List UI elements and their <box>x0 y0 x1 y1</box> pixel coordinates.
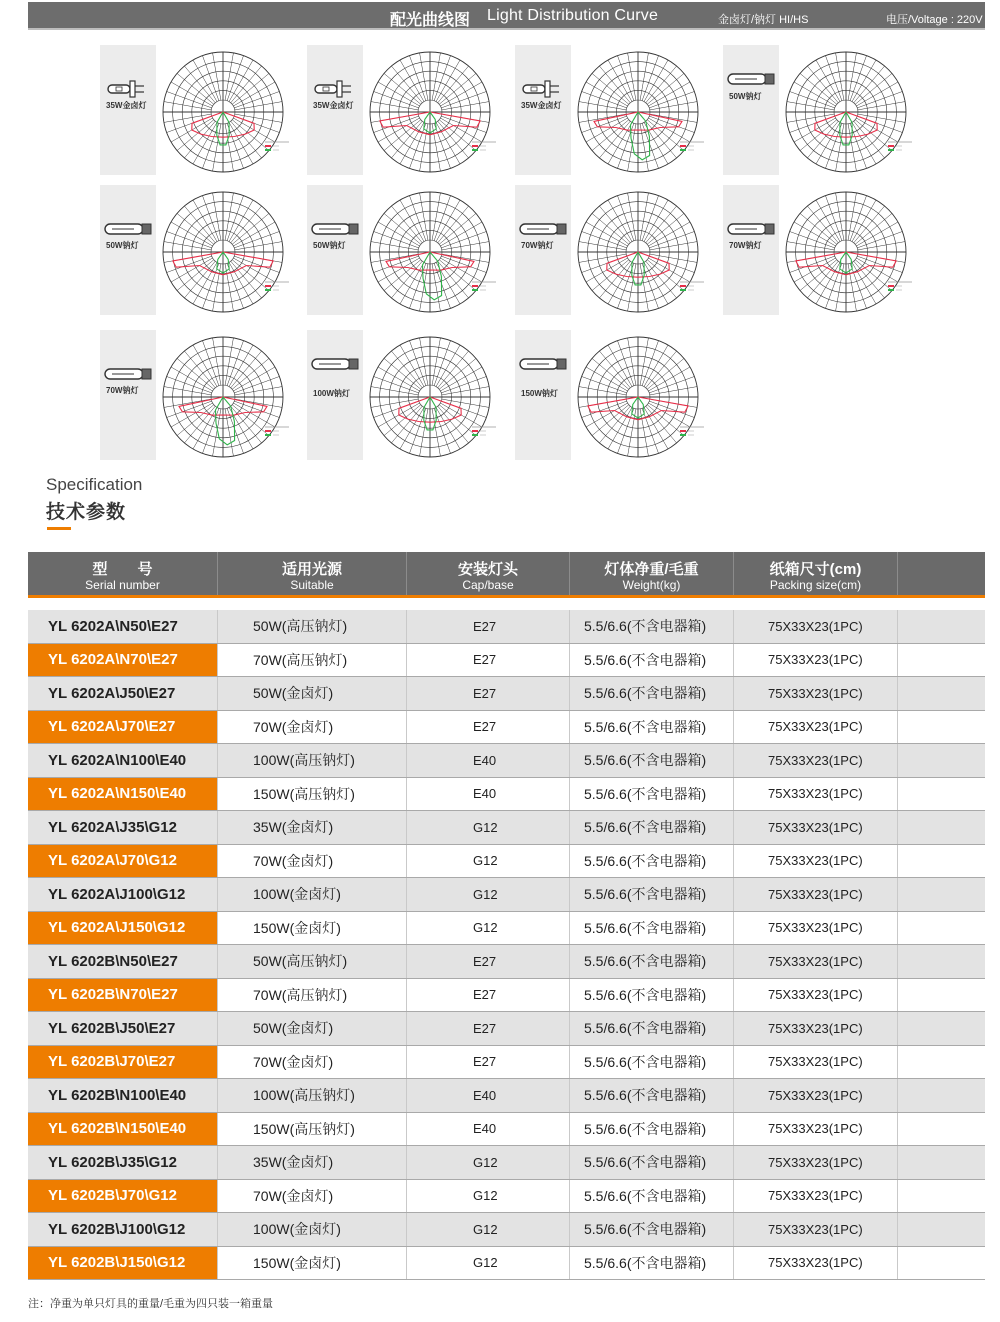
diagram-panel <box>100 45 310 177</box>
table-row <box>28 1180 985 1214</box>
polar-spoke <box>420 264 428 311</box>
polar-spoke <box>579 387 626 395</box>
cap-cell: E27 <box>407 945 570 978</box>
cap-cell: G12 <box>407 811 570 844</box>
col-header-cap-cn: 安装灯头 <box>457 561 518 578</box>
extra-cell <box>898 1146 985 1179</box>
col-header-weight-en: Weight(kg) <box>622 578 681 592</box>
table-row <box>28 1079 985 1113</box>
cap-cell: G12 <box>407 1180 570 1213</box>
model-cell: YL 6202B\J150\G12 <box>28 1247 218 1280</box>
polar-spoke <box>787 242 834 250</box>
col-header-serial <box>28 552 218 595</box>
polar-spoke <box>235 242 282 250</box>
lamp-label: 50W钠灯 <box>729 92 762 101</box>
cap-cell: E27 <box>407 1012 570 1045</box>
polar-spoke <box>235 399 282 407</box>
extra-cell <box>898 1012 985 1045</box>
packing-cell: 75X33X23(1PC) <box>734 845 898 878</box>
table-row <box>28 1146 985 1180</box>
polar-spoke <box>235 114 282 122</box>
curve-legend <box>680 425 720 439</box>
model-cell: YL 6202B\N100\E40 <box>28 1079 218 1112</box>
polar-spoke <box>848 193 856 240</box>
weight-cell: 5.5/6.6(不含电器箱) <box>570 744 734 777</box>
table-row <box>28 677 985 711</box>
polar-spoke <box>371 254 418 262</box>
lamp-label: 70W钠灯 <box>521 241 554 250</box>
packing-cell: 75X33X23(1PC) <box>734 711 898 744</box>
polar-spoke <box>650 387 697 395</box>
polar-spoke <box>213 338 221 385</box>
polar-spoke <box>579 254 626 262</box>
model-cell: YL 6202A\N70\E27 <box>28 644 218 677</box>
sodium-lamp-icon <box>309 217 361 241</box>
polar-spoke <box>225 193 233 240</box>
polar-spoke <box>432 264 440 311</box>
lamp-label: 100W钠灯 <box>313 389 350 398</box>
model-cell: YL 6202B\J50\E27 <box>28 1012 218 1045</box>
curve-legend <box>888 280 928 294</box>
polar-spoke <box>442 387 489 395</box>
cap-cell: E27 <box>407 610 570 643</box>
suitable-cell: 70W(金卤灯) <box>218 1046 407 1079</box>
col-header-extra <box>898 552 985 595</box>
suitable-cell: 150W(高压钠灯) <box>218 778 407 811</box>
polar-diagram <box>781 187 911 317</box>
suitable-cell: 100W(高压钠灯) <box>218 1079 407 1112</box>
polar-spoke <box>836 53 844 100</box>
suitable-cell: 50W(金卤灯) <box>218 1012 407 1045</box>
weight-cell: 5.5/6.6(不含电器箱) <box>570 610 734 643</box>
table-row <box>28 778 985 812</box>
col-header-packing <box>734 552 898 595</box>
table-row <box>28 912 985 946</box>
polar-spoke <box>858 102 905 110</box>
sodium-lamp-icon <box>517 352 569 376</box>
polar-spoke <box>164 399 211 407</box>
table-row <box>28 845 985 879</box>
extra-cell <box>898 811 985 844</box>
table-row <box>28 744 985 778</box>
header-title-en: Light Distribution Curve <box>487 7 659 24</box>
extra-cell <box>898 1079 985 1112</box>
lamp-label: 35W金卤灯 <box>521 101 562 110</box>
sodium-lamp-icon <box>102 217 154 241</box>
weight-cell: 5.5/6.6(不含电器箱) <box>570 778 734 811</box>
cap-cell: E27 <box>407 644 570 677</box>
col-header-packing-en: Packing size(cm) <box>769 578 862 592</box>
polar-spoke <box>235 102 282 110</box>
spec-title-en: Specification <box>46 475 143 494</box>
packing-cell: 75X33X23(1PC) <box>734 644 898 677</box>
polar-spoke <box>650 254 697 262</box>
polar-spoke <box>225 338 233 385</box>
weight-cell: 5.5/6.6(不含电器箱) <box>570 1113 734 1146</box>
suitable-cell: 100W(金卤灯) <box>218 1213 407 1246</box>
packing-cell: 75X33X23(1PC) <box>734 811 898 844</box>
model-cell: YL 6202B\J70\E27 <box>28 1046 218 1079</box>
suitable-cell: 70W(金卤灯) <box>218 1180 407 1213</box>
col-header-packing-cn: 纸箱尺寸(cm) <box>769 561 862 578</box>
packing-cell: 75X33X23(1PC) <box>734 912 898 945</box>
packing-cell: 75X33X23(1PC) <box>734 1012 898 1045</box>
cap-cell: G12 <box>407 878 570 911</box>
extra-cell <box>898 677 985 710</box>
weight-cell: 5.5/6.6(不含电器箱) <box>570 1180 734 1213</box>
polar-spoke <box>848 53 856 100</box>
header-title-cn: 配光曲线图 <box>390 12 471 29</box>
packing-cell: 75X33X23(1PC) <box>734 1247 898 1280</box>
polar-spoke <box>628 193 636 240</box>
diagram-panel <box>307 45 517 177</box>
packing-cell: 75X33X23(1PC) <box>734 979 898 1012</box>
weight-cell: 5.5/6.6(不含电器箱) <box>570 1146 734 1179</box>
packing-cell: 75X33X23(1PC) <box>734 677 898 710</box>
polar-spoke <box>640 53 648 100</box>
cap-cell: E27 <box>407 677 570 710</box>
model-cell: YL 6202B\N70\E27 <box>28 979 218 1012</box>
polar-spoke <box>164 242 211 250</box>
model-cell: YL 6202A\N150\E40 <box>28 778 218 811</box>
table-row <box>28 1213 985 1247</box>
cap-cell: E40 <box>407 1079 570 1112</box>
packing-cell: 75X33X23(1PC) <box>734 1079 898 1112</box>
header-bar <box>28 2 985 30</box>
suitable-cell: 100W(金卤灯) <box>218 878 407 911</box>
col-header-cap-en: Cap/base <box>462 578 514 592</box>
weight-cell: 5.5/6.6(不含电器箱) <box>570 912 734 945</box>
curve-legend <box>888 140 928 154</box>
diagram-panel <box>515 330 725 462</box>
model-cell: YL 6202A\J70\E27 <box>28 711 218 744</box>
header-voltage: 电压/Voltage : 220V <box>886 14 983 26</box>
polar-spoke <box>420 338 428 385</box>
packing-cell: 75X33X23(1PC) <box>734 878 898 911</box>
polar-spoke <box>640 124 648 171</box>
polar-spoke <box>442 242 489 250</box>
curve-legend <box>472 140 512 154</box>
curve-legend <box>472 280 512 294</box>
metal-halide-lamp-icon <box>517 77 569 101</box>
polar-diagram <box>365 187 495 317</box>
table-row <box>28 1113 985 1147</box>
weight-cell: 5.5/6.6(不含电器箱) <box>570 845 734 878</box>
polar-spoke <box>420 53 428 100</box>
polar-spoke <box>442 102 489 110</box>
extra-cell <box>898 845 985 878</box>
packing-cell: 75X33X23(1PC) <box>734 1046 898 1079</box>
polar-spoke <box>371 387 418 395</box>
diagram-panel <box>515 45 725 177</box>
weight-cell: 5.5/6.6(不含电器箱) <box>570 1012 734 1045</box>
cap-cell: E40 <box>407 778 570 811</box>
curve-legend <box>265 140 305 154</box>
lamp-label: 70W钠灯 <box>106 386 139 395</box>
polar-spoke <box>225 53 233 100</box>
polar-spoke <box>858 114 905 122</box>
polar-spoke <box>650 102 697 110</box>
metal-halide-lamp-icon <box>309 77 361 101</box>
weight-cell: 5.5/6.6(不含电器箱) <box>570 979 734 1012</box>
weight-cell: 5.5/6.6(不含电器箱) <box>570 945 734 978</box>
col-header-suitable-cn: 适用光源 <box>281 561 342 578</box>
lamp-label: 50W钠灯 <box>106 241 139 250</box>
packing-cell: 75X33X23(1PC) <box>734 1113 898 1146</box>
lamp-card <box>723 45 779 175</box>
polar-spoke <box>628 124 636 171</box>
extra-cell <box>898 778 985 811</box>
header-lamp-types: 金卤灯/钠灯 HI/HS <box>718 14 809 26</box>
polar-spoke <box>628 338 636 385</box>
cap-cell: E27 <box>407 979 570 1012</box>
extra-cell <box>898 945 985 978</box>
extra-cell <box>898 1180 985 1213</box>
diagram-panel <box>307 330 517 462</box>
extra-cell <box>898 711 985 744</box>
polar-spoke <box>628 53 636 100</box>
polar-spoke <box>420 193 428 240</box>
suitable-cell: 50W(金卤灯) <box>218 677 407 710</box>
cap-cell: G12 <box>407 845 570 878</box>
lamp-label: 70W钠灯 <box>729 241 762 250</box>
diagram-panel <box>307 185 517 317</box>
col-header-weight-cn: 灯体净重/毛重 <box>604 561 699 578</box>
cap-cell: E40 <box>407 744 570 777</box>
polar-spoke <box>579 114 626 122</box>
packing-cell: 75X33X23(1PC) <box>734 744 898 777</box>
table-row <box>28 1046 985 1080</box>
diagram-panel <box>100 185 310 317</box>
model-cell: YL 6202A\N100\E40 <box>28 744 218 777</box>
model-cell: YL 6202B\J70\G12 <box>28 1180 218 1213</box>
polar-spoke <box>836 193 844 240</box>
extra-cell <box>898 744 985 777</box>
extra-cell <box>898 1247 985 1280</box>
col-header-suitable <box>218 552 407 595</box>
weight-cell: 5.5/6.6(不含电器箱) <box>570 1046 734 1079</box>
table-row <box>28 878 985 912</box>
curve-legend <box>680 280 720 294</box>
cap-cell: E40 <box>407 1113 570 1146</box>
polar-spoke <box>213 193 221 240</box>
weight-cell: 5.5/6.6(不含电器箱) <box>570 811 734 844</box>
weight-cell: 5.5/6.6(不含电器箱) <box>570 1079 734 1112</box>
suitable-cell: 50W(高压钠灯) <box>218 610 407 643</box>
diagram-panel <box>100 330 310 462</box>
curve-legend <box>680 140 720 154</box>
weight-cell: 5.5/6.6(不含电器箱) <box>570 878 734 911</box>
suitable-cell: 70W(高压钠灯) <box>218 644 407 677</box>
diagram-panel <box>723 45 933 177</box>
packing-cell: 75X33X23(1PC) <box>734 1146 898 1179</box>
lamp-label: 150W钠灯 <box>521 389 558 398</box>
polar-spoke <box>650 114 697 122</box>
sodium-lamp-icon <box>725 217 777 241</box>
polar-spoke <box>650 242 697 250</box>
curve-legend <box>472 425 512 439</box>
weight-cell: 5.5/6.6(不含电器箱) <box>570 677 734 710</box>
polar-spoke <box>787 114 834 122</box>
weight-cell: 5.5/6.6(不含电器箱) <box>570 711 734 744</box>
extra-cell <box>898 1213 985 1246</box>
polar-spoke <box>164 114 211 122</box>
model-cell: YL 6202B\J100\G12 <box>28 1213 218 1246</box>
col-header-serial-en: Serial number <box>85 578 160 592</box>
diagram-panel <box>515 185 725 317</box>
extra-cell <box>898 1046 985 1079</box>
table-row <box>28 811 985 845</box>
cap-cell: G12 <box>407 1146 570 1179</box>
cap-cell: G12 <box>407 1213 570 1246</box>
packing-cell: 75X33X23(1PC) <box>734 1180 898 1213</box>
polar-spoke <box>371 399 418 407</box>
sodium-lamp-icon <box>725 67 777 91</box>
model-cell: YL 6202B\J35\G12 <box>28 1146 218 1179</box>
spec-accent-bar <box>47 527 71 530</box>
suitable-cell: 70W(高压钠灯) <box>218 979 407 1012</box>
suitable-cell: 50W(高压钠灯) <box>218 945 407 978</box>
spec-title-cn: 技术参数 <box>46 502 127 523</box>
cap-cell: G12 <box>407 912 570 945</box>
extra-cell <box>898 1113 985 1146</box>
polar-spoke <box>432 338 440 385</box>
sodium-lamp-icon <box>517 217 569 241</box>
model-cell: YL 6202A\N50\E27 <box>28 610 218 643</box>
polar-spoke <box>442 399 489 407</box>
polar-spoke <box>432 53 440 100</box>
polar-spoke <box>235 387 282 395</box>
lamp-label: 50W钠灯 <box>313 241 346 250</box>
metal-halide-lamp-icon <box>102 77 154 101</box>
weight-cell: 5.5/6.6(不含电器箱) <box>570 644 734 677</box>
polar-spoke <box>371 242 418 250</box>
cap-cell: G12 <box>407 1247 570 1280</box>
table-row <box>28 1012 985 1046</box>
diagram-panel <box>723 185 933 317</box>
polar-diagram <box>573 47 703 177</box>
cap-cell: E27 <box>407 711 570 744</box>
weight-cell: 5.5/6.6(不含电器箱) <box>570 1247 734 1280</box>
suitable-cell: 150W(金卤灯) <box>218 912 407 945</box>
table-row <box>28 644 985 678</box>
polar-spoke <box>787 102 834 110</box>
suitable-cell: 100W(高压钠灯) <box>218 744 407 777</box>
col-header-serial-cn: 型 号 <box>92 561 153 578</box>
packing-cell: 75X33X23(1PC) <box>734 1213 898 1246</box>
polar-spoke <box>640 338 648 385</box>
table-row <box>28 610 985 644</box>
table-row <box>28 945 985 979</box>
extra-cell <box>898 912 985 945</box>
polar-spoke <box>213 53 221 100</box>
polar-spoke <box>858 242 905 250</box>
polar-spoke <box>371 102 418 110</box>
col-header-suitable-en: Suitable <box>290 578 334 592</box>
polar-spoke <box>225 409 233 456</box>
suitable-cell: 150W(金卤灯) <box>218 1247 407 1280</box>
model-cell: YL 6202A\J100\G12 <box>28 878 218 911</box>
curve-legend <box>265 280 305 294</box>
polar-spoke <box>579 242 626 250</box>
table-row <box>28 711 985 745</box>
extra-cell <box>898 644 985 677</box>
model-cell: YL 6202A\J35\G12 <box>28 811 218 844</box>
polar-diagram <box>158 47 288 177</box>
suitable-cell: 35W(金卤灯) <box>218 1146 407 1179</box>
cap-cell: E27 <box>407 1046 570 1079</box>
model-cell: YL 6202B\N150\E40 <box>28 1113 218 1146</box>
polar-spoke <box>213 409 221 456</box>
col-header-weight <box>570 552 734 595</box>
polar-diagram <box>781 47 911 177</box>
extra-cell <box>898 878 985 911</box>
suitable-cell: 70W(金卤灯) <box>218 711 407 744</box>
polar-spoke <box>164 102 211 110</box>
polar-diagram <box>158 332 288 462</box>
table-row <box>28 979 985 1013</box>
curve-legend <box>265 425 305 439</box>
col-header-cap <box>407 552 570 595</box>
lamp-label: 35W金卤灯 <box>106 101 147 110</box>
polar-spoke <box>640 193 648 240</box>
suitable-cell: 150W(高压钠灯) <box>218 1113 407 1146</box>
polar-diagram <box>573 332 703 462</box>
model-cell: YL 6202A\J150\G12 <box>28 912 218 945</box>
suitable-cell: 70W(金卤灯) <box>218 845 407 878</box>
table-row <box>28 1247 985 1281</box>
polar-spoke <box>442 254 489 262</box>
extra-cell <box>898 979 985 1012</box>
lamp-label: 35W金卤灯 <box>313 101 354 110</box>
packing-cell: 75X33X23(1PC) <box>734 610 898 643</box>
model-cell: YL 6202A\J70\G12 <box>28 845 218 878</box>
suitable-cell: 35W(金卤灯) <box>218 811 407 844</box>
polar-diagram <box>573 187 703 317</box>
model-cell: YL 6202A\J50\E27 <box>28 677 218 710</box>
polar-diagram <box>365 47 495 177</box>
footnote: 注：净重为单只灯具的重量/毛重为四只装一箱重量 <box>28 1298 274 1310</box>
polar-diagram <box>365 332 495 462</box>
spec-table-body <box>28 610 985 1280</box>
weight-cell: 5.5/6.6(不含电器箱) <box>570 1213 734 1246</box>
model-cell: YL 6202B\N50\E27 <box>28 945 218 978</box>
polar-spoke <box>164 387 211 395</box>
packing-cell: 75X33X23(1PC) <box>734 778 898 811</box>
sodium-lamp-icon <box>309 352 361 376</box>
polar-spoke <box>432 193 440 240</box>
extra-cell <box>898 610 985 643</box>
packing-cell: 75X33X23(1PC) <box>734 945 898 978</box>
sodium-lamp-icon <box>102 362 154 386</box>
polar-diagram <box>158 187 288 317</box>
spec-table-header <box>28 552 985 598</box>
polar-spoke <box>579 102 626 110</box>
